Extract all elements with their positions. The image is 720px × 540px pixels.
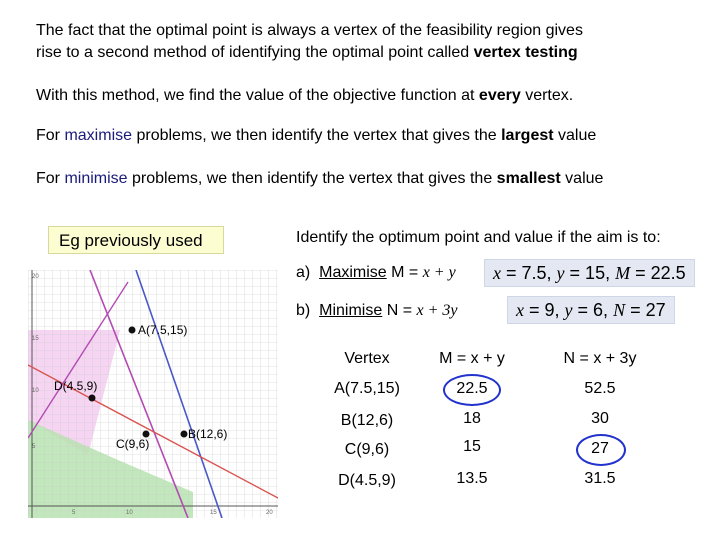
vertex-d-dot (89, 395, 96, 402)
vertex-a-label: A(7.5,15) (138, 323, 188, 337)
task-prompt: Identify the optimum point and value if the aim is to: (296, 229, 661, 246)
y-tick-10: 10 (32, 388, 39, 394)
row-c-m: 15 (463, 438, 481, 455)
method-paragraph: With this method, we find the value of the objective function at every vertex. (36, 87, 574, 104)
vertex-c-label: C(9,6) (116, 437, 150, 451)
max-highlight-ring (443, 374, 501, 406)
x-tick-15: 15 (210, 510, 217, 516)
vertex-b-label: B(12,6) (188, 427, 228, 441)
vertex-a-dot (129, 327, 136, 334)
task-b: b) Minimise N = x + 3y (296, 302, 458, 319)
feasibility-graph (28, 270, 278, 518)
answer-a-box: x = 7.5, y = 15, M = 22.5 (484, 259, 695, 287)
row-d-vertex: D(4.5,9) (338, 472, 396, 489)
min-highlight-ring (576, 434, 626, 466)
row-b-vertex: B(12,6) (340, 412, 394, 429)
row-c-vertex: C(9,6) (344, 441, 390, 458)
vertex-d-label: D(4.5,9) (54, 379, 98, 393)
x-tick-5: 5 (72, 510, 76, 516)
y-tick-20: 20 (32, 274, 39, 280)
vertex-testing-term: vertex testing (473, 44, 578, 61)
row-d-m: 13.5 (456, 470, 488, 487)
row-a-n: 52.5 (584, 380, 616, 397)
example-label-box: Eg previously used (48, 226, 224, 254)
maximise-paragraph: For maximise problems, we then identify the vertex that gives the largest value (36, 127, 597, 144)
intro-line-1: The fact that the optimal point is always a vertex of the feasibility region gives (36, 22, 583, 39)
row-c-n: 27 (591, 440, 609, 457)
y-tick-5: 5 (32, 444, 36, 450)
row-a-m: 22.5 (456, 380, 488, 397)
row-d-n: 31.5 (584, 470, 616, 487)
row-b-m: 18 (463, 410, 481, 427)
header-n: N = x + 3y (563, 350, 637, 367)
header-m: M = x + y (439, 350, 505, 367)
vertex-b-dot (181, 431, 188, 438)
x-tick-20: 20 (266, 510, 273, 516)
y-tick-15: 15 (32, 336, 39, 342)
minimise-paragraph: For minimise problems, we then identify the vertex that gives the smallest value (36, 170, 604, 187)
x-tick-10: 10 (126, 510, 133, 516)
task-a: a) Maximise M = x + y (296, 264, 456, 281)
header-vertex: Vertex (344, 350, 390, 367)
answer-b-box: x = 9, y = 6, N = 27 (507, 296, 675, 324)
intro-line-2: rise to a second method of identifying the optimal point called vertex testing (36, 44, 578, 61)
row-b-n: 30 (591, 410, 609, 427)
row-a-vertex: A(7.5,15) (334, 380, 400, 397)
